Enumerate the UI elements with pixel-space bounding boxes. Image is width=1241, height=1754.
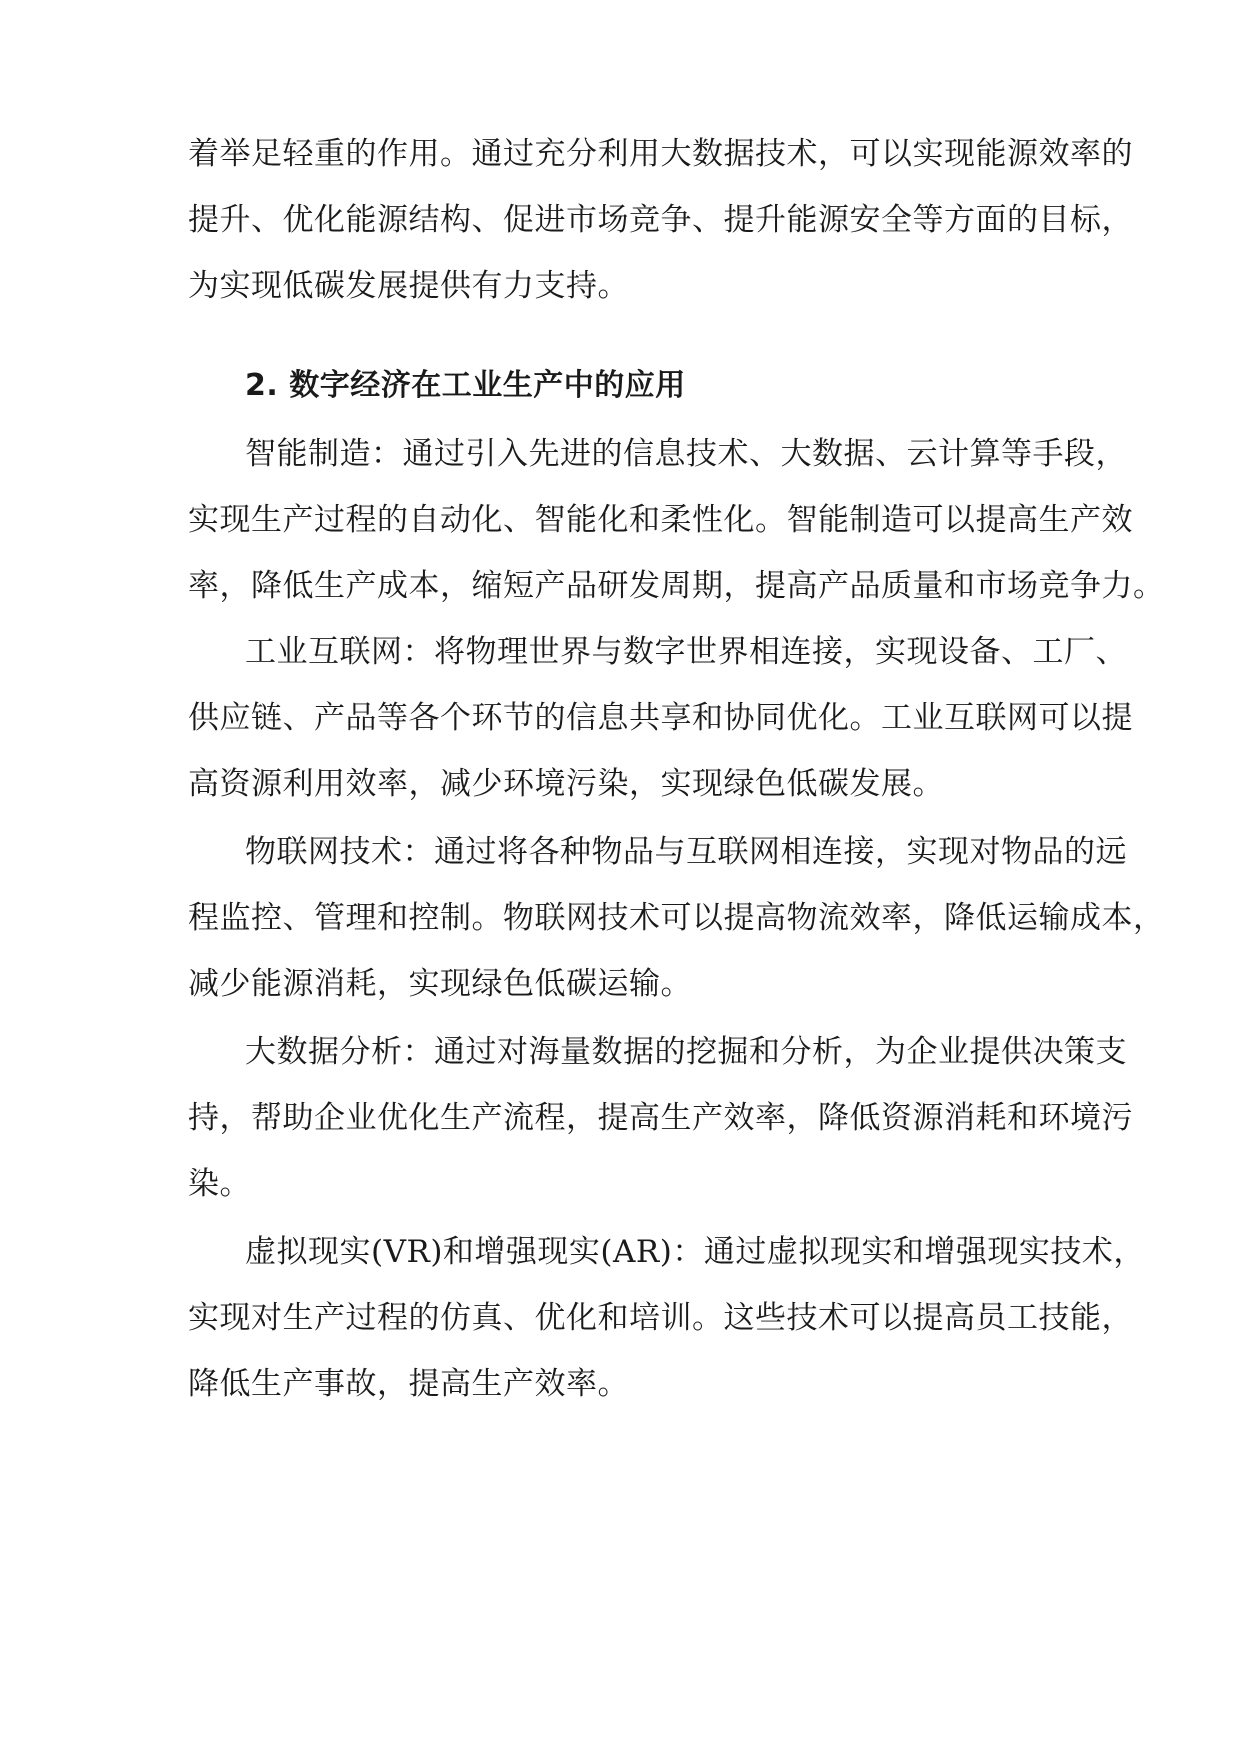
paragraph-2-line-2: 供应链、产品等各个环节的信息共享和协同优化。工业互联网可以提 [188,700,1133,736]
paragraph-4-line-2: 持，帮助企业优化生产流程，提高生产效率，降低资源消耗和环境污 [188,1100,1133,1136]
section-heading: 2. 数字经济在工业生产中的应用 [245,368,686,403]
paragraph-3-line-1: 物联网技术：通过将各种物品与互联网相连接，实现对物品的远 [245,834,1127,870]
paragraph-1-line-1: 智能制造：通过引入先进的信息技术、大数据、云计算等手段， [245,436,1127,472]
paragraph-5-line-3: 降低生产事故，提高生产效率。 [188,1366,629,1402]
paragraph-2-line-1: 工业互联网：将物理世界与数字世界相连接，实现设备、工厂、 [245,634,1127,670]
paragraph-1-line-3: 率，降低生产成本，缩短产品研发周期，提高产品质量和市场竞争力。 [188,568,1165,604]
paragraph-2-line-3: 高资源利用效率，减少环境污染，实现绿色低碳发展。 [188,766,944,802]
paragraph-4-line-3: 染。 [188,1166,251,1202]
intro-line-1: 着举足轻重的作用。通过充分利用大数据技术，可以实现能源效率的 [188,136,1133,172]
paragraph-1-line-2: 实现生产过程的自动化、智能化和柔性化。智能制造可以提高生产效 [188,502,1133,538]
paragraph-3-line-3: 减少能源消耗，实现绿色低碳运输。 [188,966,692,1002]
paragraph-3-line-2: 程监控、管理和控制。物联网技术可以提高物流效率，降低运输成本， [188,900,1165,936]
intro-line-3: 为实现低碳发展提供有力支持。 [188,268,629,304]
intro-line-2: 提升、优化能源结构、促进市场竞争、提升能源安全等方面的目标， [188,202,1133,238]
paragraph-4-line-1: 大数据分析：通过对海量数据的挖掘和分析，为企业提供决策支 [245,1034,1127,1070]
paragraph-5-line-2: 实现对生产过程的仿真、优化和培训。这些技术可以提高员工技能， [188,1300,1133,1336]
paragraph-5-line-1: 虚拟现实(VR)和增强现实(AR)：通过虚拟现实和增强现实技术， [245,1234,1145,1270]
